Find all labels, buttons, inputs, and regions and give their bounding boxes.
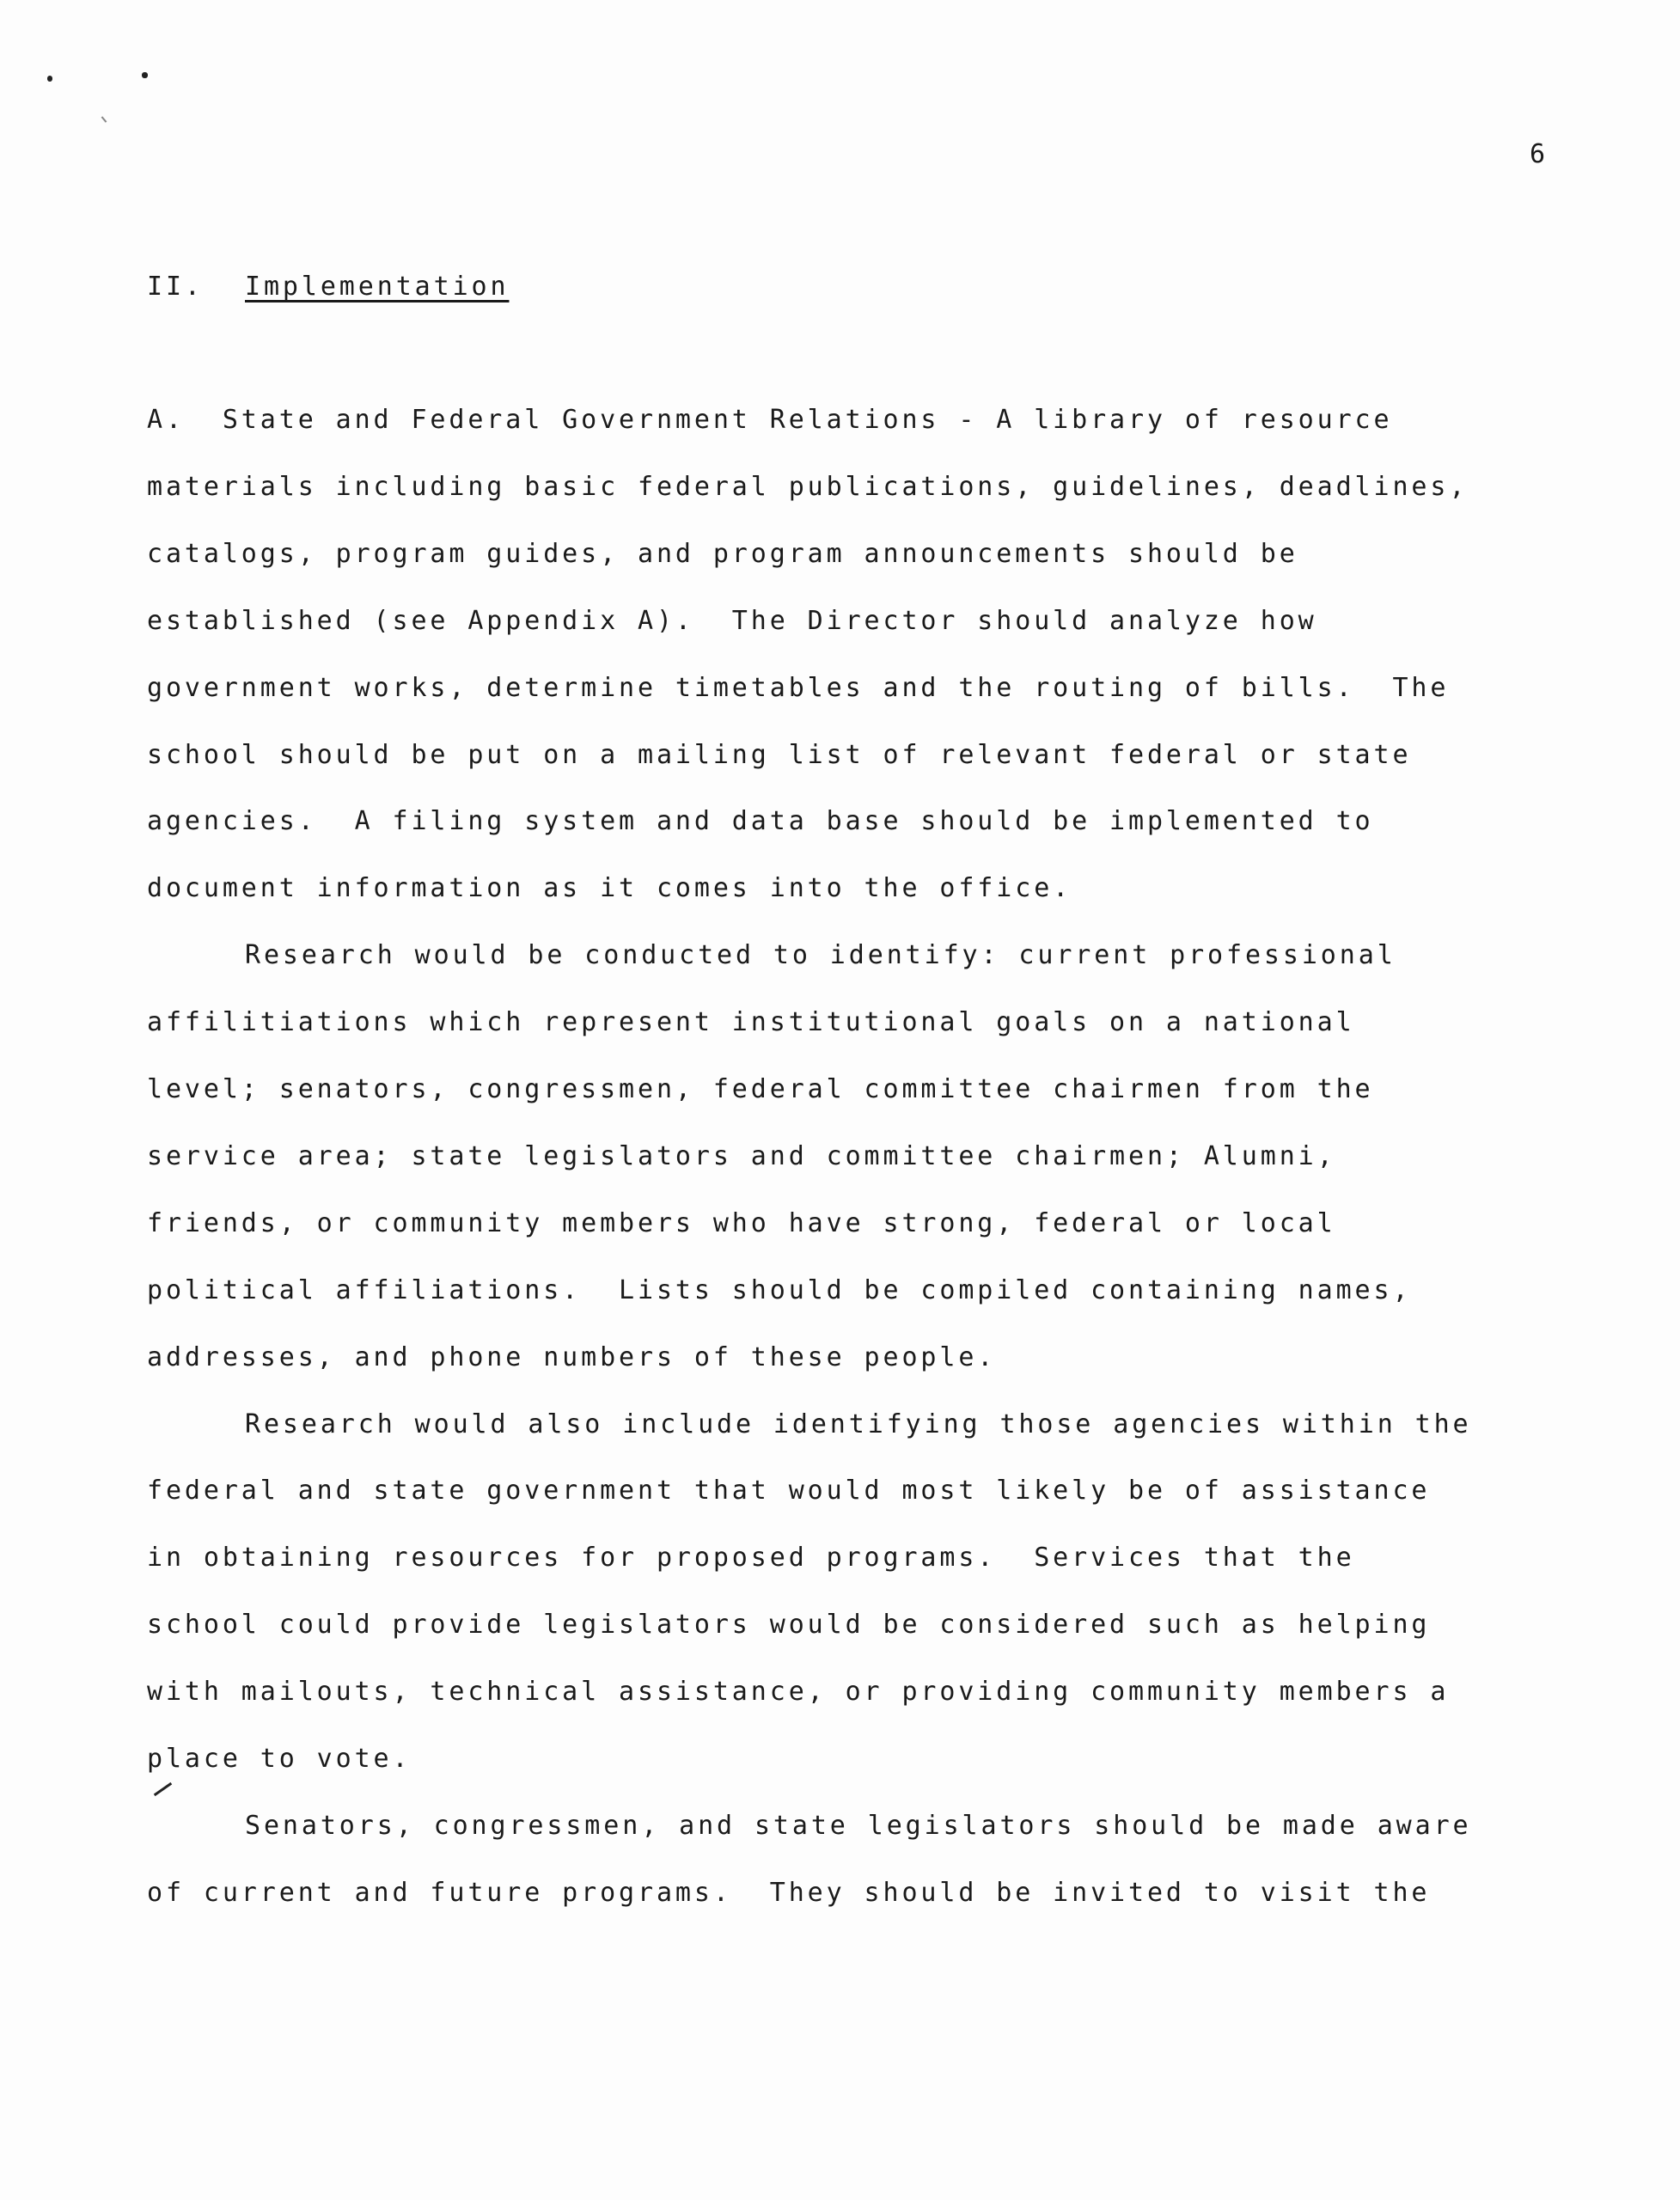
scan-speck (101, 116, 107, 122)
section-numeral: II. (147, 272, 204, 302)
text-line: government works, determine timetables and the routing of bills. The (147, 672, 1450, 703)
text-line: level; senators, congressmen, federal committee chairmen from the (147, 1074, 1374, 1104)
text-line: political affiliations. Lists should be compiled containing names, (147, 1274, 1412, 1305)
section-title: Implementation (245, 272, 510, 302)
text-line: established (see Appendix A). The Director should analyze how (147, 605, 1317, 636)
text-line: affilitiations which represent institutional goals on a national (147, 1007, 1355, 1038)
text-line: service area; state legislators and committee chairmen; Alumni, (147, 1140, 1336, 1171)
text-line: school should be put on a mailing list of relevant federal or state (147, 739, 1412, 770)
pen-mark (154, 1782, 172, 1796)
scan-speck (142, 72, 148, 78)
text-line: catalogs, program guides, and program announcements should be (147, 538, 1298, 569)
text-line: place to vote. (147, 1744, 412, 1774)
text-line: with mailouts, technical assistance, or providing community members a (147, 1677, 1450, 1708)
text-line: Senators, congressmen, and state legislators should be made aware (245, 1810, 1472, 1841)
text-line: friends, or community members who have strong, federal or local (147, 1207, 1336, 1238)
text-line: in obtaining resources for proposed programs. Services that the (147, 1543, 1355, 1574)
text-line: school could provide legislators would be considered such as helping (147, 1610, 1431, 1641)
text-line: addresses, and phone numbers of these people. (147, 1341, 997, 1372)
scan-speck (47, 76, 52, 82)
text-line: A. State and Federal Government Relations - A library of resource (147, 405, 1393, 435)
text-line: federal and state government that would most likely be of assistance (147, 1476, 1431, 1506)
text-line: agencies. A filing system and data base should be implemented to (147, 806, 1374, 837)
text-line: of current and future programs. They should be invited to visit the (147, 1877, 1431, 1908)
text-line: materials including basic federal publications, guidelines, deadlines, (147, 471, 1469, 502)
text-line: Research would also include identifying those agencies within the (245, 1409, 1472, 1439)
text-line: Research would be conducted to identify: current professional (245, 940, 1396, 971)
page-number: 6 (1530, 139, 1549, 169)
text-line: document information as it comes into the office. (147, 873, 1072, 904)
